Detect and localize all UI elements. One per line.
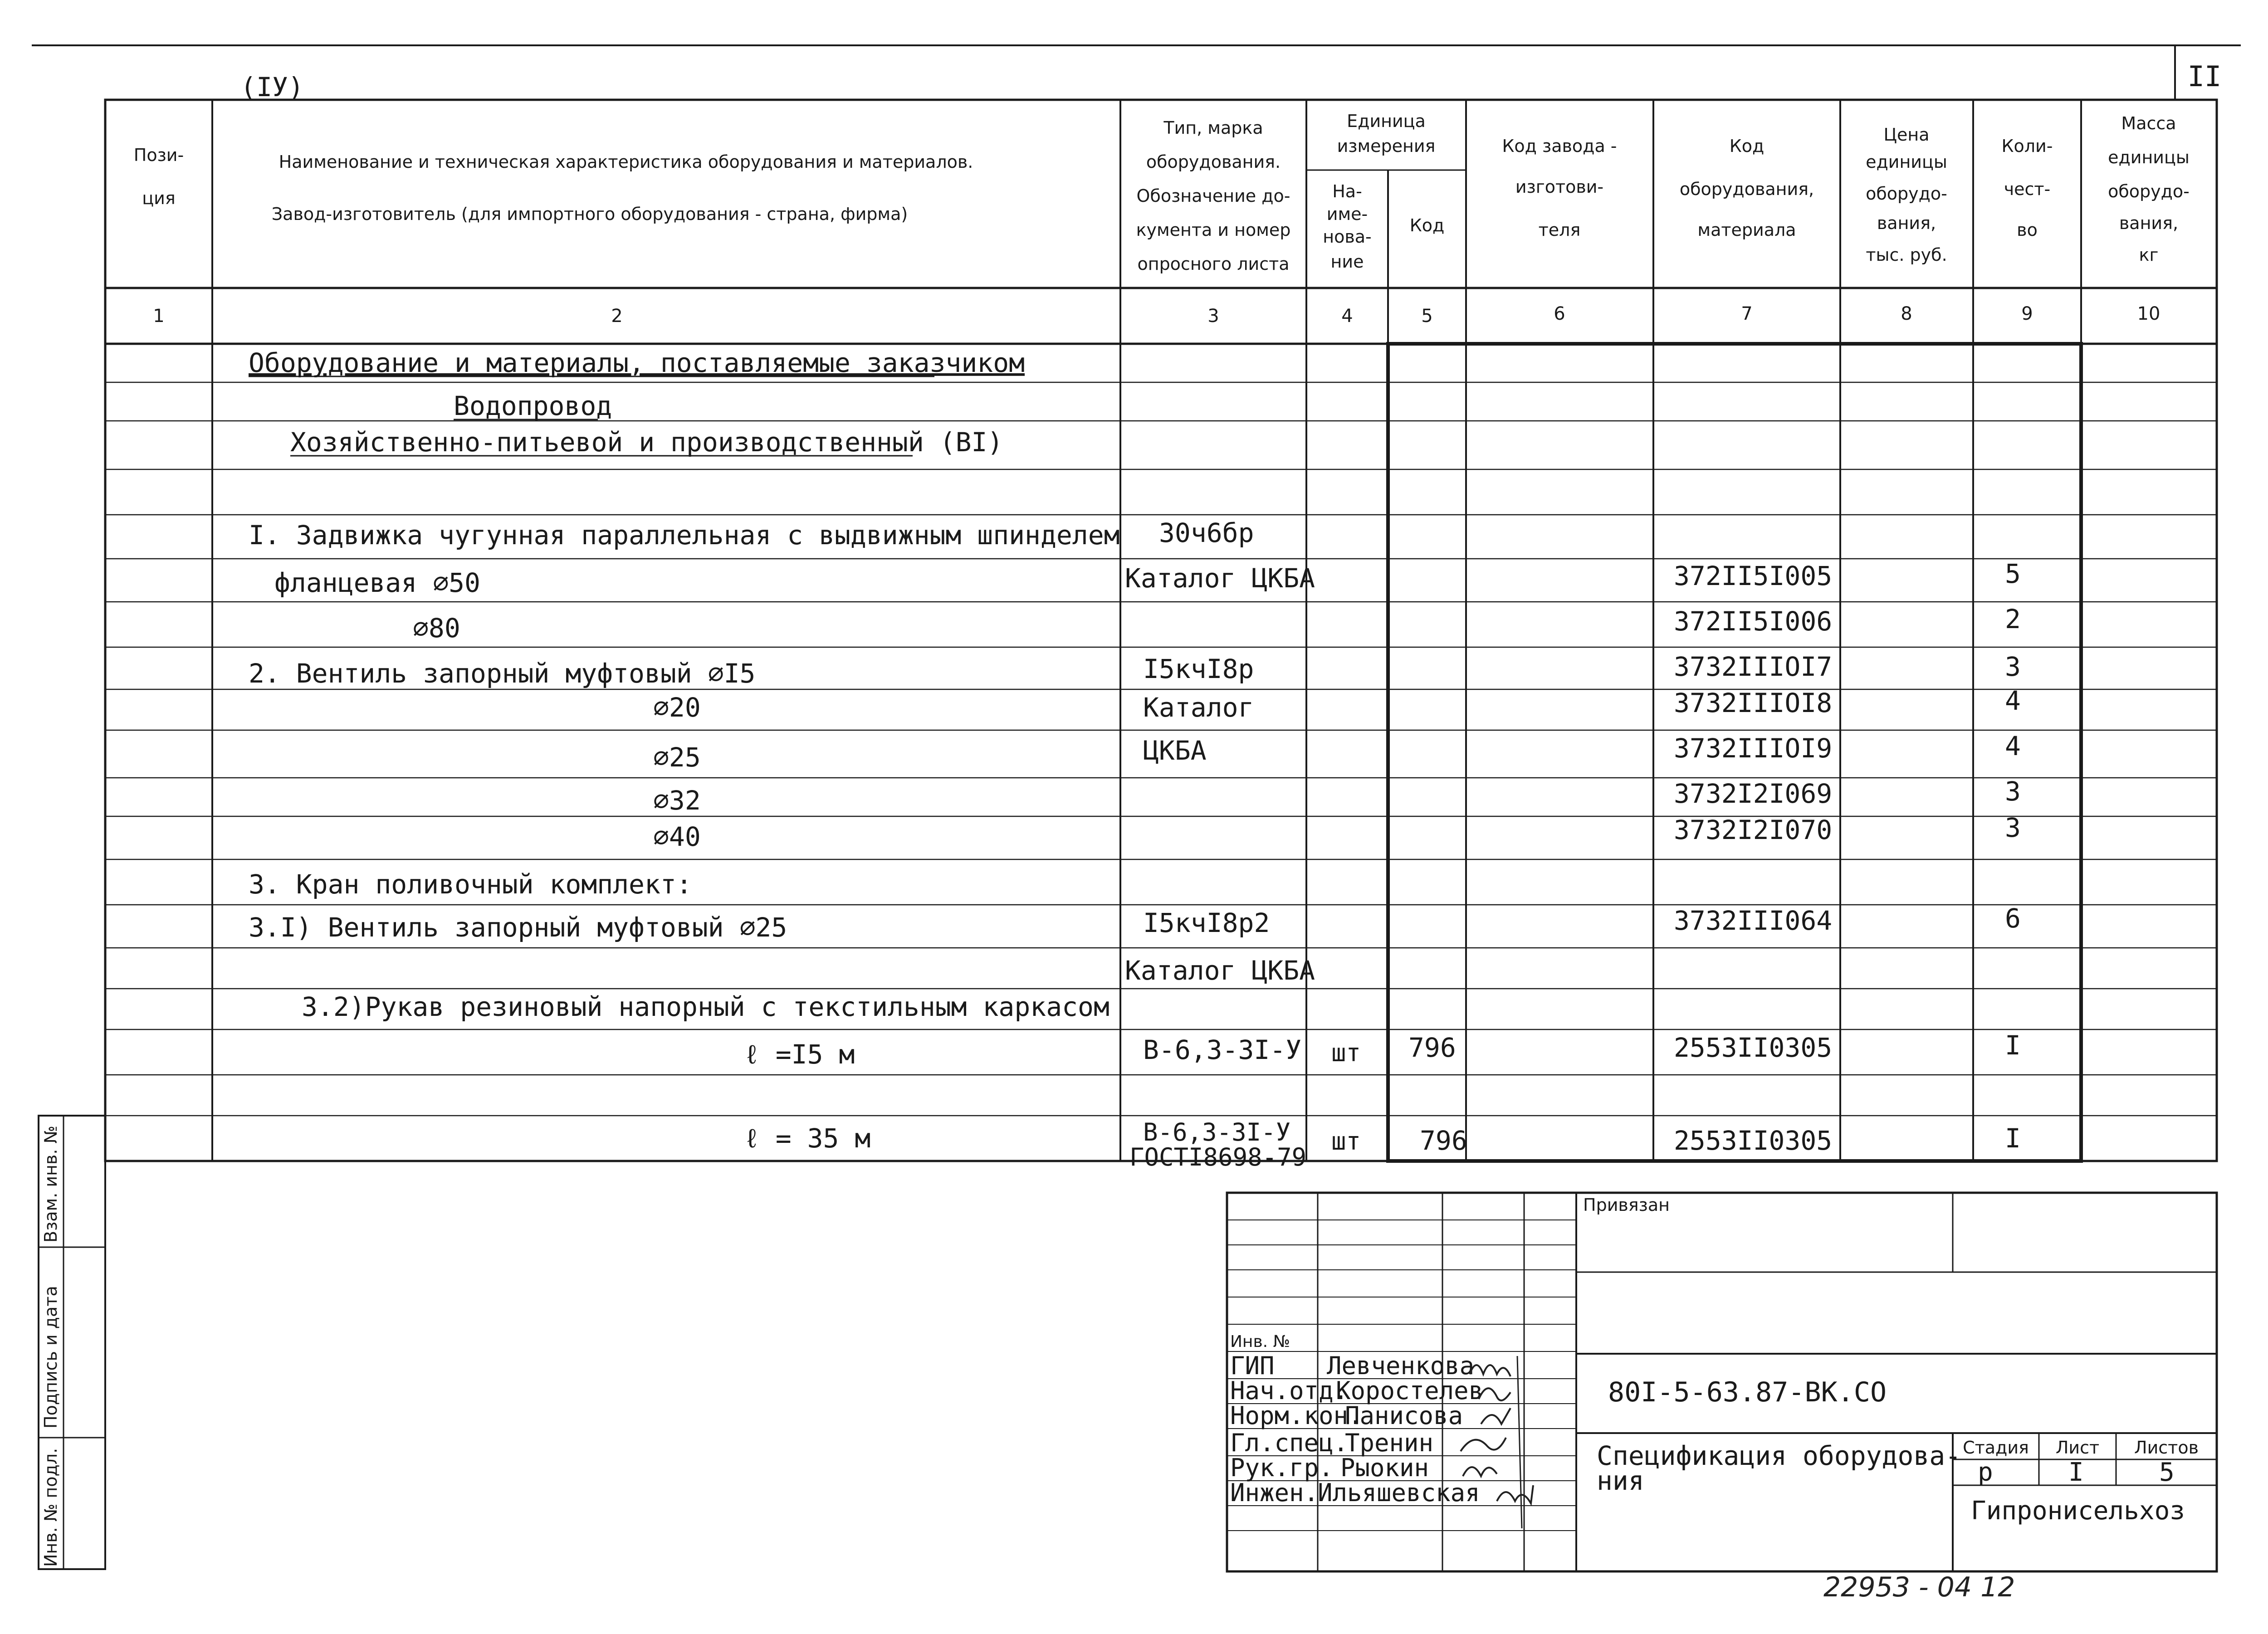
document-title-line2: ния [1597,1465,1644,1496]
header-mass-line5: кг [2139,245,2159,265]
header-type-line1: Тип, марка [1163,118,1263,138]
staff-role: Инжен. [1230,1478,1319,1507]
header-mass-line2: единицы [2108,147,2190,167]
item-unit: шт [1331,1127,1361,1156]
item-qty: 3 [2005,776,2021,807]
item-name: фланцевая ∅50 [274,567,480,598]
header-type-line5: опросного листа [1137,254,1290,274]
document-code: 80I-5-63.87-ВК.СО [1608,1376,1887,1408]
header-position-line1: Пози- [133,145,184,165]
item-name: I. Задвижка чугунная параллельная с выдвижным шпинделем [249,520,1120,551]
section-title: Оборудование и материалы, поставляемые заказчиком [249,347,1025,378]
header-qty-line1: Коли- [2001,136,2053,156]
sheets-label: Листов [2134,1438,2199,1458]
header-equipment-code-line2: оборудования, [1679,179,1814,199]
table-header [134,111,2190,274]
side-stamp-signature-date: Подпись и дата [41,1286,61,1429]
item-type: В-6,3-3I-У [1143,1118,1291,1146]
header-position-line2: ция [142,188,176,208]
header-name-line2: Завод-изготовитель (для импортного оборудования - страна, фирма) [271,204,908,224]
item-code: 3732IIIOI7 [1674,651,1833,682]
item-qty: I [2005,1030,2021,1061]
stage-label: Стадия [1963,1438,2029,1458]
item-name: ℓ = 35 м [744,1123,871,1154]
subsection-title: Хозяйственно-питьевой и производственный (BI) [290,427,1003,458]
item-type: Каталог [1143,692,1254,723]
staff-name: Панисова [1345,1401,1463,1430]
header-type-line3: Обозначение до- [1136,186,1290,206]
staff-role: ГИП [1230,1351,1275,1380]
item-qty: 2 [2005,604,2021,634]
column-number-row [153,303,2160,327]
staff-name: Левченкова [1327,1351,1475,1380]
item-name: 3.I) Вентиль запорный муфтовый ∅25 [249,912,787,943]
item-type: I5кчI8р2 [1143,907,1270,938]
column-number: 2 [611,306,623,327]
item-name: ℓ =I5 м [744,1039,855,1070]
header-unit-line1: Единица [1347,111,1426,131]
column-number: 9 [2021,303,2033,324]
header-equipment-code-line1: Код [1729,136,1765,156]
header-price-line5: тыс. руб. [1866,245,1947,265]
header-plant-code-line2: изготови- [1515,177,1604,197]
header-plant-code-line3: теля [1538,220,1581,240]
column-number: 5 [1421,306,1433,327]
item-qty: 5 [2005,558,2021,589]
item-code: 3732III064 [1674,905,1833,936]
item-name: ∅40 [653,821,701,852]
archive-number: 22953 - 04 12 [1823,1571,2015,1603]
column-number: 6 [1554,303,1565,324]
item-name: 3. Кран поливочный комплект: [249,869,692,900]
staff-role: Рук.гр. [1230,1454,1334,1482]
header-unit-name-line4: ние [1330,252,1364,272]
sheet-label: Лист [2055,1438,2100,1458]
item-type-standard: ГОСТI8698-79 [1129,1143,1307,1171]
privyazan-label: Привязан [1583,1195,1670,1215]
header-qty-line2: чест- [2004,179,2051,199]
header-equipment-code-line3: материала [1697,220,1796,240]
column-number: 10 [2137,303,2160,324]
item-name: 2. Вентиль запорный муфтовый ∅I5 [249,658,756,689]
inv-no-label: Инв. № [1230,1332,1290,1351]
item-code: 2553II0305 [1674,1125,1833,1156]
item-code: 372II5I005 [1674,561,1833,591]
header-mass-line3: оборудо- [2108,181,2190,201]
header-type-line4: кумента и номер [1136,220,1291,240]
item-name: ∅32 [653,785,701,816]
item-code: 3732IIIOI9 [1674,733,1833,764]
staff-role: Норм.кон. [1230,1401,1363,1430]
column-number: 4 [1341,306,1353,327]
header-price-line1: Цена [1883,125,1930,145]
staff-name: Коростелев [1336,1376,1484,1405]
header-unit-line2: измерения [1337,136,1436,156]
item-type: Каталог ЦКБА [1125,563,1315,594]
corner-sheet-number: II [2187,60,2222,93]
section-mark: (IУ) [240,72,304,102]
item-qty: 3 [2005,812,2021,843]
header-name-line1: Наименование и техническая характеристика оборудования и материалов. [279,152,973,172]
item-name: ∅20 [653,692,701,723]
side-stamp [39,1116,105,1569]
staff-name: Ильяшевская [1318,1478,1480,1507]
item-unit-code: 796 [1420,1125,1467,1156]
subsection-title: Водопровод [454,390,612,421]
stage-value: р [1978,1458,1993,1487]
header-plant-code-line1: Код завода - [1502,136,1617,156]
header-mass-line1: Масса [2121,113,2176,133]
item-code: 3732I2I070 [1674,815,1833,845]
item-code: 372II5I006 [1674,606,1833,637]
document-title-line1: Спецификация оборудова- [1597,1440,1961,1471]
column-number: 8 [1901,303,1912,324]
staff-role: Гл.спец. [1230,1429,1349,1457]
item-type: В-6,3-3I-У [1143,1034,1302,1065]
item-name: ∅25 [653,742,701,773]
item-qty: I [2005,1123,2021,1154]
item-qty: 4 [2005,731,2021,761]
header-unit-code: Код [1409,215,1445,235]
column-number: 7 [1741,303,1753,324]
table-body [249,347,2021,1171]
item-type: I5кчI8р [1143,654,1254,684]
item-qty: 6 [2005,903,2021,934]
sheet-value: I [2068,1458,2084,1487]
item-code: 2553II0305 [1674,1032,1833,1063]
item-type: 30ч6бр [1159,517,1254,548]
header-price-line3: оборудо- [1866,184,1947,204]
staff-name: Рыокин [1340,1454,1429,1482]
item-code: 3732IIIOI8 [1674,688,1833,718]
column-number: 1 [153,306,165,327]
organization: Гипронисельхоз [1971,1496,2185,1526]
header-unit-name-line2: име- [1326,204,1368,224]
header-type-line2: оборудования. [1146,152,1281,172]
staff-role: Нач.отд. [1230,1376,1349,1405]
item-qty: 4 [2005,685,2021,716]
title-block [1227,1193,2217,1571]
column-number: 3 [1207,306,1219,327]
header-unit-name-line1: На- [1332,181,1362,201]
item-unit-code: 796 [1408,1032,1456,1063]
header-price-line2: единицы [1866,152,1947,172]
side-stamp-original-inv: Инв. № подл. [41,1448,61,1567]
item-type: Каталог ЦКБА [1125,955,1315,986]
header-mass-line4: вания, [2119,213,2179,233]
header-qty-line3: во [2017,220,2038,240]
staff-name: Тренин [1345,1429,1434,1457]
item-code: 3732I2I069 [1674,778,1833,809]
header-price-line4: вания, [1877,213,1936,233]
side-stamp-replace-inv: Взам. инв. № [41,1125,61,1243]
header-unit-name-line3: нова- [1323,227,1372,247]
item-type: ЦКБА [1143,735,1207,766]
item-qty: 3 [2005,651,2021,682]
item-unit: шт [1331,1039,1361,1067]
sheets-value: 5 [2159,1458,2175,1487]
item-name: ∅80 [413,613,460,644]
item-name: 3.2)Рукав резиновый напорный с текстильным каркасом [302,991,1110,1022]
